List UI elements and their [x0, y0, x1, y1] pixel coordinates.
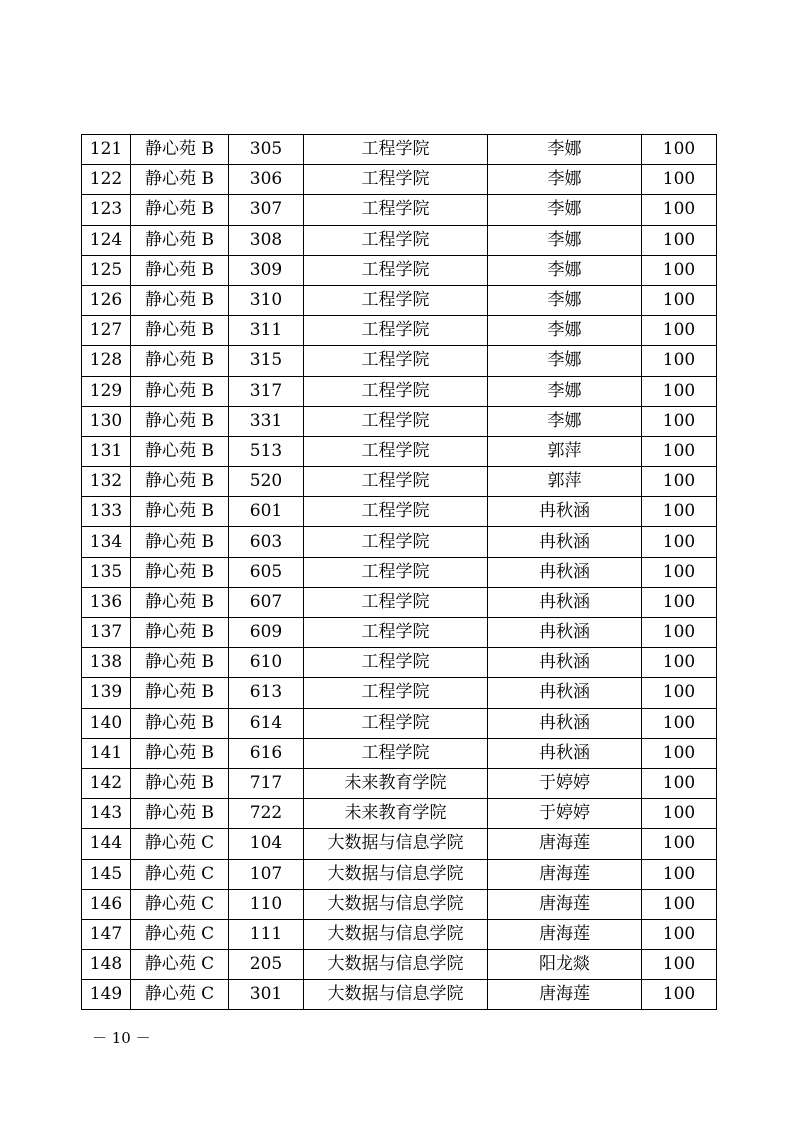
inspector-cell: 李娜: [488, 316, 642, 346]
row-number-cell: 136: [82, 587, 131, 617]
building-cell: 静心苑 B: [131, 497, 229, 527]
table-row: [82, 285, 717, 315]
table-row: [82, 587, 717, 617]
building-cell: 静心苑 B: [131, 678, 229, 708]
college-cell: 工程学院: [304, 285, 488, 315]
building-cell: 静心苑 C: [131, 859, 229, 889]
row-number-cell: 122: [82, 165, 131, 195]
score-cell: 100: [642, 618, 717, 648]
row-number-cell: 144: [82, 829, 131, 859]
room-cell: 309: [229, 255, 304, 285]
college-cell: 工程学院: [304, 678, 488, 708]
table-row: [82, 557, 717, 587]
room-cell: 311: [229, 316, 304, 346]
building-cell: 静心苑 B: [131, 768, 229, 798]
table-row: [82, 618, 717, 648]
college-cell: 工程学院: [304, 467, 488, 497]
building-cell: 静心苑 B: [131, 708, 229, 738]
building-cell: 静心苑 B: [131, 527, 229, 557]
table-row: [82, 527, 717, 557]
building-cell: 静心苑 B: [131, 738, 229, 768]
building-cell: 静心苑 B: [131, 557, 229, 587]
table-row: [82, 135, 717, 165]
row-number-cell: 138: [82, 648, 131, 678]
row-number-cell: 132: [82, 467, 131, 497]
table-row: [82, 165, 717, 195]
inspector-cell: 李娜: [488, 376, 642, 406]
inspector-cell: 李娜: [488, 346, 642, 376]
row-number-cell: 130: [82, 406, 131, 436]
college-cell: 工程学院: [304, 255, 488, 285]
college-cell: 工程学院: [304, 738, 488, 768]
inspector-cell: 李娜: [488, 285, 642, 315]
dormitory-score-table: [81, 134, 717, 1010]
row-number-cell: 143: [82, 799, 131, 829]
college-cell: 大数据与信息学院: [304, 980, 488, 1010]
room-cell: 107: [229, 859, 304, 889]
building-cell: 静心苑 B: [131, 406, 229, 436]
inspector-cell: 李娜: [488, 225, 642, 255]
row-number-cell: 127: [82, 316, 131, 346]
college-cell: 大数据与信息学院: [304, 950, 488, 980]
room-cell: 609: [229, 618, 304, 648]
table-row: [82, 497, 717, 527]
inspector-cell: 冉秋涵: [488, 497, 642, 527]
room-cell: 605: [229, 557, 304, 587]
college-cell: 工程学院: [304, 406, 488, 436]
inspector-cell: 唐海莲: [488, 859, 642, 889]
building-cell: 静心苑 B: [131, 436, 229, 466]
room-cell: 317: [229, 376, 304, 406]
inspector-cell: 冉秋涵: [488, 557, 642, 587]
table-row: [82, 678, 717, 708]
score-cell: 100: [642, 678, 717, 708]
table-row: [82, 768, 717, 798]
inspector-cell: 李娜: [488, 135, 642, 165]
room-cell: 307: [229, 195, 304, 225]
room-cell: 520: [229, 467, 304, 497]
inspector-cell: 李娜: [488, 406, 642, 436]
row-number-cell: 128: [82, 346, 131, 376]
inspector-cell: 于婷婷: [488, 768, 642, 798]
college-cell: 工程学院: [304, 195, 488, 225]
inspector-cell: 李娜: [488, 255, 642, 285]
score-cell: 100: [642, 768, 717, 798]
room-cell: 306: [229, 165, 304, 195]
table-row: [82, 829, 717, 859]
row-number-cell: 121: [82, 135, 131, 165]
college-cell: 大数据与信息学院: [304, 859, 488, 889]
row-number-cell: 140: [82, 708, 131, 738]
room-cell: 111: [229, 919, 304, 949]
room-cell: 722: [229, 799, 304, 829]
row-number-cell: 147: [82, 919, 131, 949]
score-cell: 100: [642, 799, 717, 829]
inspector-cell: 唐海莲: [488, 919, 642, 949]
college-cell: 工程学院: [304, 225, 488, 255]
room-cell: 331: [229, 406, 304, 436]
college-cell: 工程学院: [304, 497, 488, 527]
room-cell: 305: [229, 135, 304, 165]
table-row: [82, 708, 717, 738]
table-body: [82, 135, 717, 1010]
score-cell: 100: [642, 829, 717, 859]
college-cell: 工程学院: [304, 708, 488, 738]
room-cell: 607: [229, 587, 304, 617]
building-cell: 静心苑 C: [131, 950, 229, 980]
building-cell: 静心苑 C: [131, 919, 229, 949]
row-number-cell: 131: [82, 436, 131, 466]
inspector-cell: 郭萍: [488, 436, 642, 466]
row-number-cell: 139: [82, 678, 131, 708]
building-cell: 静心苑 B: [131, 255, 229, 285]
score-cell: 100: [642, 557, 717, 587]
row-number-cell: 145: [82, 859, 131, 889]
room-cell: 601: [229, 497, 304, 527]
inspector-cell: 冉秋涵: [488, 648, 642, 678]
building-cell: 静心苑 B: [131, 618, 229, 648]
inspector-cell: 唐海莲: [488, 889, 642, 919]
table-row: [82, 950, 717, 980]
building-cell: 静心苑 C: [131, 980, 229, 1010]
row-number-cell: 126: [82, 285, 131, 315]
score-cell: 100: [642, 346, 717, 376]
table-row: [82, 980, 717, 1010]
row-number-cell: 142: [82, 768, 131, 798]
college-cell: 工程学院: [304, 557, 488, 587]
college-cell: 未来教育学院: [304, 799, 488, 829]
score-cell: 100: [642, 436, 717, 466]
score-cell: 100: [642, 527, 717, 557]
row-number-cell: 133: [82, 497, 131, 527]
score-cell: 100: [642, 406, 717, 436]
college-cell: 工程学院: [304, 376, 488, 406]
row-number-cell: 129: [82, 376, 131, 406]
table-row: [82, 648, 717, 678]
college-cell: 工程学院: [304, 618, 488, 648]
row-number-cell: 135: [82, 557, 131, 587]
inspector-cell: 李娜: [488, 165, 642, 195]
score-cell: 100: [642, 285, 717, 315]
room-cell: 104: [229, 829, 304, 859]
table-row: [82, 738, 717, 768]
inspector-cell: 阳龙燚: [488, 950, 642, 980]
score-cell: 100: [642, 980, 717, 1010]
table-row: [82, 859, 717, 889]
college-cell: 大数据与信息学院: [304, 829, 488, 859]
college-cell: 工程学院: [304, 436, 488, 466]
college-cell: 工程学院: [304, 587, 488, 617]
row-number-cell: 124: [82, 225, 131, 255]
building-cell: 静心苑 B: [131, 648, 229, 678]
table-row: [82, 195, 717, 225]
score-cell: 100: [642, 225, 717, 255]
college-cell: 工程学院: [304, 648, 488, 678]
room-cell: 110: [229, 889, 304, 919]
building-cell: 静心苑 C: [131, 889, 229, 919]
score-cell: 100: [642, 919, 717, 949]
inspector-cell: 李娜: [488, 195, 642, 225]
inspector-cell: 冉秋涵: [488, 618, 642, 648]
page-number: － 10 －: [92, 1029, 151, 1047]
building-cell: 静心苑 C: [131, 829, 229, 859]
inspector-cell: 唐海莲: [488, 829, 642, 859]
row-number-cell: 134: [82, 527, 131, 557]
inspector-cell: 冉秋涵: [488, 527, 642, 557]
room-cell: 717: [229, 768, 304, 798]
room-cell: 613: [229, 678, 304, 708]
score-cell: 100: [642, 165, 717, 195]
room-cell: 301: [229, 980, 304, 1010]
row-number-cell: 141: [82, 738, 131, 768]
inspector-cell: 冉秋涵: [488, 708, 642, 738]
building-cell: 静心苑 B: [131, 285, 229, 315]
row-number-cell: 123: [82, 195, 131, 225]
score-cell: 100: [642, 255, 717, 285]
inspector-cell: 唐海莲: [488, 980, 642, 1010]
college-cell: 大数据与信息学院: [304, 889, 488, 919]
table-row: [82, 799, 717, 829]
score-cell: 100: [642, 497, 717, 527]
table-row: [82, 316, 717, 346]
building-cell: 静心苑 B: [131, 135, 229, 165]
table-row: [82, 889, 717, 919]
room-cell: 616: [229, 738, 304, 768]
score-cell: 100: [642, 708, 717, 738]
score-cell: 100: [642, 376, 717, 406]
college-cell: 未来教育学院: [304, 768, 488, 798]
room-cell: 614: [229, 708, 304, 738]
score-cell: 100: [642, 950, 717, 980]
score-cell: 100: [642, 889, 717, 919]
college-cell: 工程学院: [304, 346, 488, 376]
room-cell: 315: [229, 346, 304, 376]
room-cell: 603: [229, 527, 304, 557]
score-cell: 100: [642, 648, 717, 678]
room-cell: 610: [229, 648, 304, 678]
building-cell: 静心苑 B: [131, 225, 229, 255]
college-cell: 工程学院: [304, 165, 488, 195]
building-cell: 静心苑 B: [131, 316, 229, 346]
table-row: [82, 255, 717, 285]
building-cell: 静心苑 B: [131, 799, 229, 829]
score-cell: 100: [642, 135, 717, 165]
table-row: [82, 467, 717, 497]
inspector-cell: 于婷婷: [488, 799, 642, 829]
building-cell: 静心苑 B: [131, 195, 229, 225]
building-cell: 静心苑 B: [131, 165, 229, 195]
college-cell: 工程学院: [304, 527, 488, 557]
table-row: [82, 436, 717, 466]
college-cell: 大数据与信息学院: [304, 919, 488, 949]
row-number-cell: 149: [82, 980, 131, 1010]
table-row: [82, 376, 717, 406]
score-cell: 100: [642, 467, 717, 497]
building-cell: 静心苑 B: [131, 467, 229, 497]
table-row: [82, 225, 717, 255]
room-cell: 513: [229, 436, 304, 466]
inspector-cell: 郭萍: [488, 467, 642, 497]
inspector-cell: 冉秋涵: [488, 738, 642, 768]
room-cell: 308: [229, 225, 304, 255]
room-cell: 205: [229, 950, 304, 980]
building-cell: 静心苑 B: [131, 376, 229, 406]
table-row: [82, 406, 717, 436]
table-row: [82, 346, 717, 376]
inspector-cell: 冉秋涵: [488, 587, 642, 617]
row-number-cell: 125: [82, 255, 131, 285]
score-cell: 100: [642, 859, 717, 889]
score-cell: 100: [642, 587, 717, 617]
college-cell: 工程学院: [304, 316, 488, 346]
row-number-cell: 137: [82, 618, 131, 648]
score-cell: 100: [642, 738, 717, 768]
inspector-cell: 冉秋涵: [488, 678, 642, 708]
score-cell: 100: [642, 195, 717, 225]
college-cell: 工程学院: [304, 135, 488, 165]
row-number-cell: 146: [82, 889, 131, 919]
room-cell: 310: [229, 285, 304, 315]
score-cell: 100: [642, 316, 717, 346]
table-row: [82, 919, 717, 949]
row-number-cell: 148: [82, 950, 131, 980]
building-cell: 静心苑 B: [131, 346, 229, 376]
building-cell: 静心苑 B: [131, 587, 229, 617]
